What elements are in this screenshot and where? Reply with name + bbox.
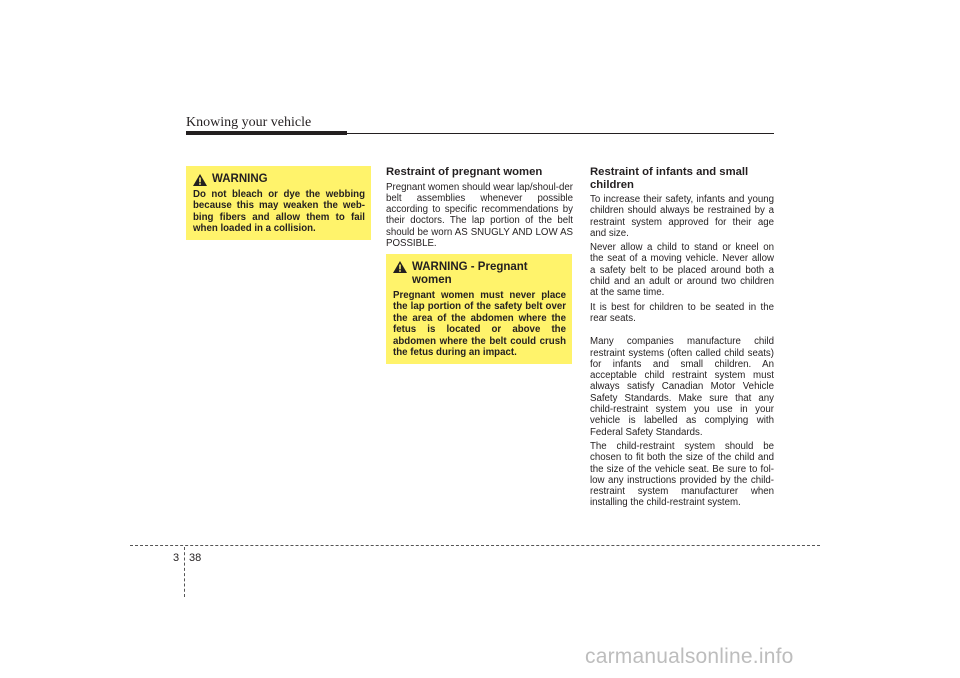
paragraph: It is best for children to be seated in the rear seats. xyxy=(590,301,774,324)
warning-title: WARNING xyxy=(212,173,268,185)
footer-chapter-number: 3 xyxy=(173,552,180,564)
warning-body: Do not bleach or dye the webbing because this may weaken the web-bing fibers and allow them to fail when loaded in a collision. xyxy=(193,189,365,235)
warning-title-row xyxy=(393,261,566,287)
paragraph: Pregnant women should wear lap/shoul-der belt assemblies whenever possible according to specific recommendations by their doctors. The lap portion of the belt should be worn AS SNUGLY AND LOW AS POSSIBLE. xyxy=(386,181,573,249)
footer-vertical-rule xyxy=(184,547,185,597)
warning-title: WARNING - Pregnant women xyxy=(412,261,528,286)
header-title: Knowing your vehicle xyxy=(186,115,312,130)
header-bar xyxy=(186,131,347,135)
column-right xyxy=(590,166,774,512)
column-middle xyxy=(386,166,573,252)
section-heading-pregnant: Restraint of pregnant women xyxy=(386,166,543,178)
paragraph: Never allow a child to stand or kneel on the seat of a moving vehicle. Never allow a safety belt to be placed around both a child and an adult or around two children at the same time. xyxy=(590,242,774,299)
section-heading-infants: Restraint of infants and small children xyxy=(590,166,749,191)
paragraph: To increase their safety, infants and young children should always be restrained by a restraint system approved for their age and size. xyxy=(590,194,774,239)
footer-page-number: 38 xyxy=(189,552,202,564)
paragraph: The child-restraint system should be chosen to fit both the size of the child and the size of the vehicle seat. Be sure to fol-low any instructions provided by the child-restraint system manufacturer when installing the child-restraint system. xyxy=(590,440,774,509)
paragraph: Many companies manufacture child restraint systems (often called child seats) for infants and small children. An acceptable child restraint system must always satisfy Canadian Motor Vehicle Safety Standards. Make sure that any child-restraint system you use in your vehicle is labelled as complying with Federal Safety Standards. xyxy=(590,336,774,438)
warning-body: Pregnant women must never place the lap portion of the safety belt over the area of the abdomen where the fetus is located or above the abdomen where the belt could crush the fetus during an impact. xyxy=(393,290,566,359)
footer-rule xyxy=(130,545,820,546)
warning-triangle-icon xyxy=(193,174,207,186)
watermark: carmanualsonline.info xyxy=(585,645,794,668)
warning-triangle-icon xyxy=(393,261,407,273)
warning-title-row xyxy=(193,173,365,186)
warning-box-webbing xyxy=(186,166,371,240)
warning-box-pregnant xyxy=(386,254,572,364)
